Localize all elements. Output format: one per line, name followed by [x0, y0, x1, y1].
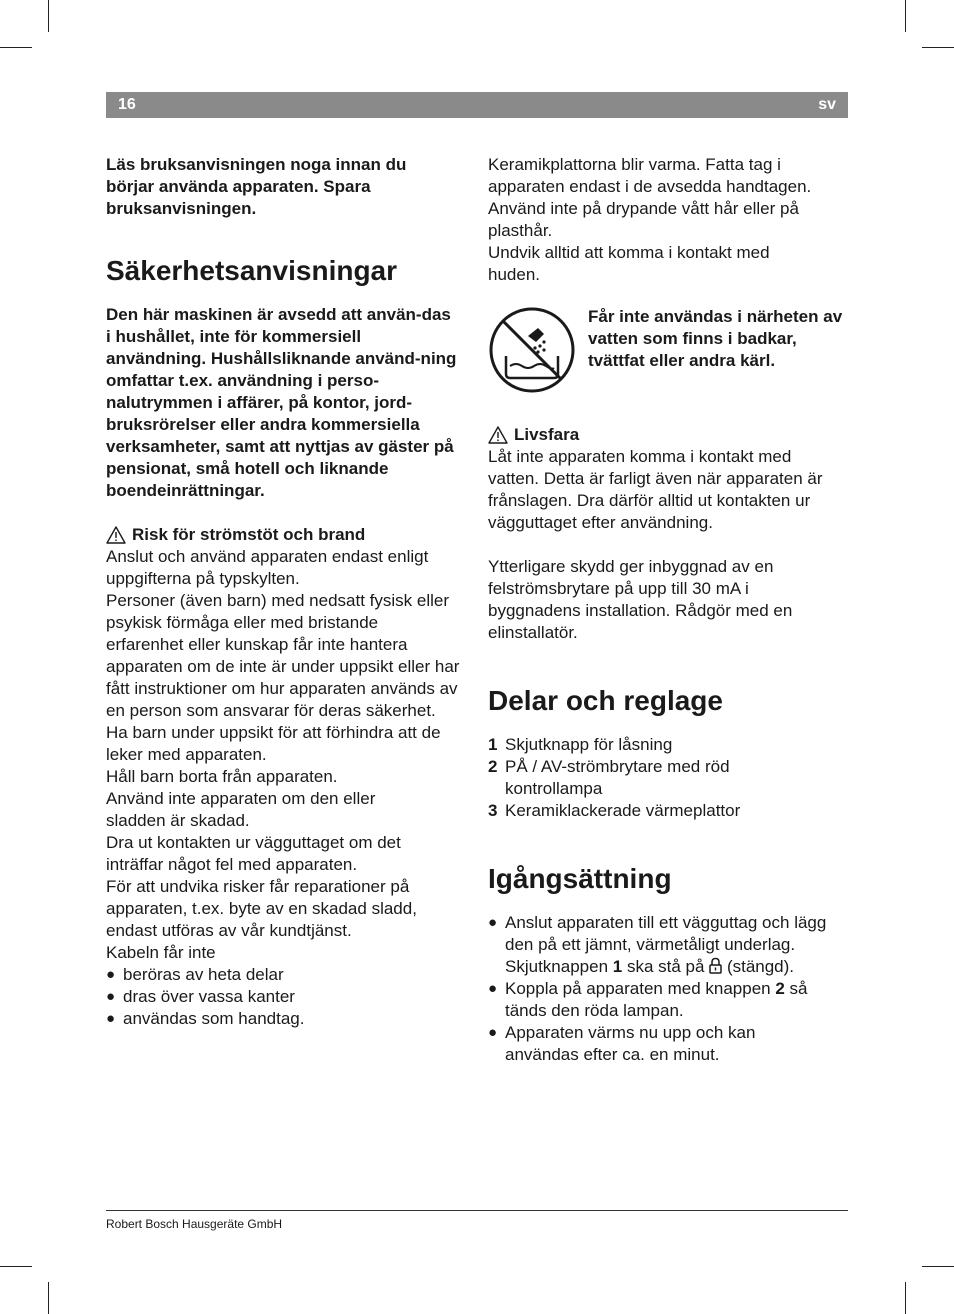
risk-paragraph: Kabeln får inte [106, 943, 216, 962]
part-number: 1 [488, 735, 498, 754]
crop-mark [0, 1266, 32, 1267]
startup-text: så tänds den röda lampan. [505, 979, 808, 1020]
list-item: ● Apparaten värms nu upp och kan användas efter ca. en minut. [488, 1022, 795, 1066]
parts-heading: Delar och reglage [488, 685, 723, 716]
crop-mark [922, 47, 954, 48]
list-item [488, 912, 844, 978]
page-header-bar [106, 92, 848, 118]
startup-text: ska stå på [626, 957, 705, 976]
cable-bullet-list [106, 964, 460, 1030]
startup-bullet-list [488, 912, 844, 1066]
warning-triangle-icon [488, 426, 508, 444]
startup-text: (stängd). [726, 957, 795, 976]
language-code: sv [818, 96, 836, 113]
part-number: 2 [488, 757, 498, 776]
list-item [488, 800, 844, 822]
list-item [488, 756, 844, 800]
intended-use-text: Den här maskinen är avsedd att använ-das i hushållet, inte för kommersiell användning. Hushållsliknande använd-ning omfattar t.ex. användning i perso-nalutrymmen i affärer, på kontor, jord-bruksrörelser eller andra kommersiella verksamheter, samt att nyttjas av gäster på pensionat, små hotell och liknande boendeinrättningar. [106, 305, 457, 500]
crop-mark [48, 0, 49, 32]
crop-mark [922, 1266, 954, 1267]
parts-list [488, 734, 844, 822]
page-number: 16 [118, 96, 136, 113]
danger-title-label: Livsfara [514, 425, 580, 444]
risk-paragraph: Ha barn under uppsikt för att förhindra att de leker med apparaten. [106, 723, 441, 764]
intro-text: Läs bruksanvisningen noga innan du börjar använda apparaten. Spara bruksanvisningen. [106, 155, 407, 218]
list-item [488, 978, 844, 1022]
lock-icon [709, 957, 722, 974]
safety-heading: Säkerhetsanvisningar [106, 255, 398, 286]
crop-mark [905, 0, 906, 32]
crop-mark [0, 47, 32, 48]
left-column [106, 154, 460, 1030]
risk-paragraph: Håll barn borta från apparaten. [106, 767, 338, 786]
danger-text: Låt inte apparaten komma i kontakt med vatten. Detta är farligt även när apparaten är frånslagen. Dra därför alltid ut kontakten ur vägguttaget efter användning. [488, 447, 823, 532]
part-label: Skjutknapp för låsning [505, 735, 673, 754]
list-item: ● användas som handtag. [106, 1008, 460, 1030]
footer-company: Robert Bosch Hausgeräte GmbH [106, 1217, 283, 1231]
part-reference: 2 [775, 979, 785, 998]
startup-text: Anslut apparaten till ett vägguttag och lägg den på ett jämnt, värmetåligt underlag. Skjutknappen [505, 913, 827, 976]
part-reference: 1 [612, 957, 623, 976]
startup-text: Koppla på apparaten med knappen [505, 979, 771, 998]
risk-paragraph: Använd inte apparaten om den eller sladden är skadad. [106, 789, 376, 830]
water-warning-block [488, 306, 844, 394]
part-label: PÅ / AV-strömbrytare med röd kontrollampa [505, 757, 730, 798]
risk-warning-title [106, 524, 460, 546]
extra-protection-text: Ytterligare skydd ger inbyggnad av en felströmsbrytare på upp till 30 mA i byggnadens installation. Rådgör med en elinstallatör. [488, 557, 793, 642]
crop-mark [48, 1282, 49, 1314]
ceramic-paragraph: Undvik alltid att komma i kontakt med huden. [488, 243, 770, 284]
part-number: 3 [488, 801, 498, 820]
list-item: ● beröras av heta delar [106, 964, 460, 986]
risk-paragraph: Dra ut kontakten ur vägguttaget om det inträffar något fel med apparaten. [106, 833, 401, 874]
crop-mark [905, 1282, 906, 1314]
list-item [488, 734, 844, 756]
footer-divider [106, 1210, 848, 1211]
part-label: Keramiklackerade värmeplattor [505, 801, 741, 820]
danger-warning-title [488, 424, 844, 446]
risk-paragraph: För att undvika risker får reparationer på apparaten, t.ex. byte av en skadad sladd, endast utföras av vår kundtjänst. [106, 877, 417, 940]
right-column [488, 154, 844, 1066]
risk-title-label: Risk för strömstöt och brand [132, 525, 366, 544]
ceramic-paragraph: Keramikplattorna blir varma. Fatta tag i apparaten endast i de avsedda handtagen. Använd inte på drypande vått hår eller på plasthår. [488, 155, 812, 240]
warning-triangle-icon [106, 526, 126, 544]
list-item: ● dras över vassa kanter [106, 986, 460, 1008]
startup-heading: Igångsättning [488, 863, 672, 894]
water-warning-text: Får inte användas i närheten av vatten som finns i badkar, tvättfat eller andra kärl. [588, 307, 843, 370]
no-water-icon [488, 306, 576, 394]
risk-paragraph: Personer (även barn) med nedsatt fysisk eller psykisk förmåga eller med bristande erfarenhet eller kunskap får inte hantera apparaten om de inte är under uppsikt eller har fått instruktioner om hur apparaten används av en person som ansvarar för deras säkerhet. [106, 591, 460, 720]
risk-paragraph: Anslut och använd apparaten endast enligt uppgifterna på typskylten. [106, 547, 429, 588]
